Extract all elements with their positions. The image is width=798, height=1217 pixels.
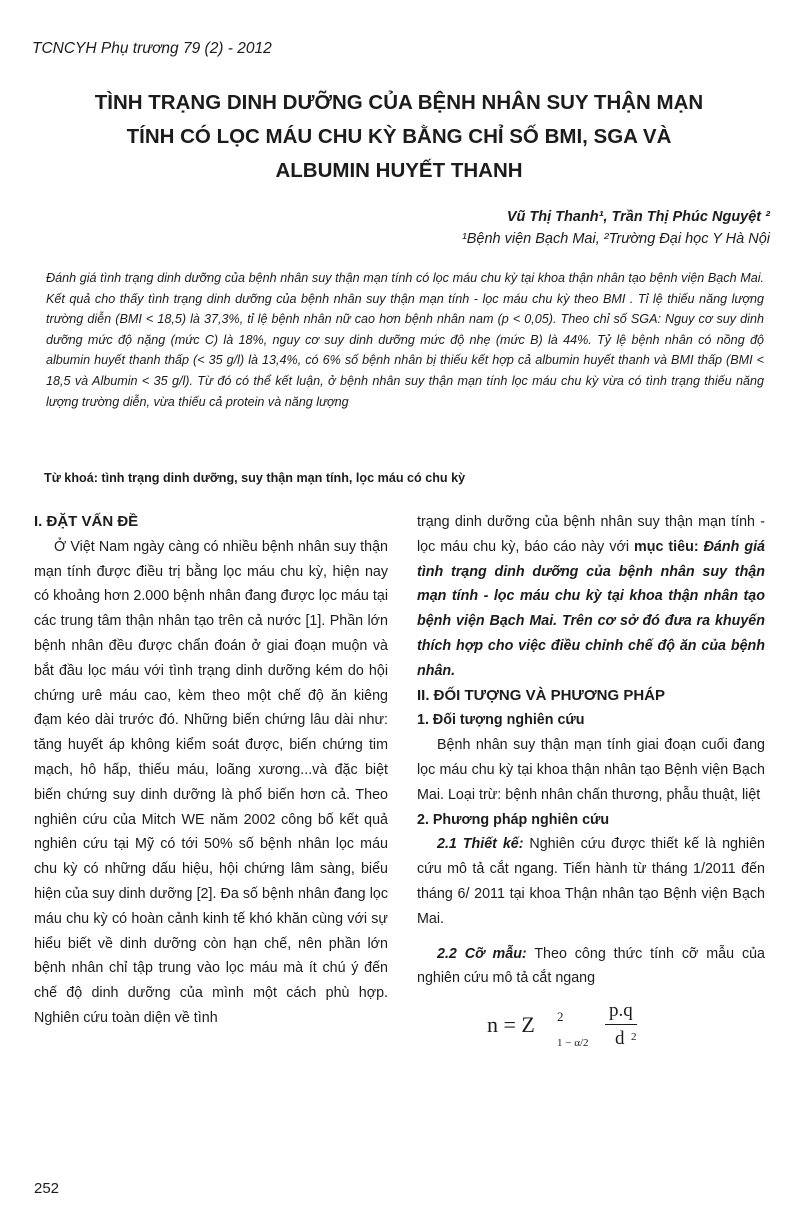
formula-denominator: d [615,1028,625,1050]
subjects-paragraph: Bệnh nhân suy thận mạn tính giai đoạn cuối đang lọc máu chu kỳ tại khoa thận nhân tạo Bệnh viện Bạch Mai. Loại trừ: bệnh nhân chấn thương, phẫu thuật, liệt [417,737,765,803]
sample-size-formula [487,999,765,1059]
sample-paragraph [417,942,765,992]
formula-z-superscript: 2 [557,1009,564,1025]
formula-lhs: n = Z [487,1012,535,1038]
sample-label: 2.2 Cỡ mẫu: [437,945,527,962]
design-text: Nghiên cứu được thiết kế là nghiên cứu mô tả cắt ngang. Tiến hành từ tháng 1/2011 đến tháng 6/ 2011 tại khoa Thận nhân tạo Bệnh viện Bạch Mai. [417,836,765,927]
subheading-methods: 2. Phương pháp nghiên cứu [417,811,610,828]
author-affiliations: ¹Bệnh viện Bạch Mai, ²Trường Đại học Y Hà Nội [461,231,770,247]
keywords: Từ khoá: tình trạng dinh dưỡng, suy thận mạn tính, lọc máu có chu kỳ [44,471,466,485]
design-label: 2.1 Thiết kế: [437,836,524,853]
author-names: Vũ Thị Thanh¹, Trần Thị Phúc Nguyệt ² [506,209,770,225]
journal-header: TCNCYH Phụ trương 79 (2) - 2012 [32,40,272,57]
section-heading-introduction: I. ĐẶT VẤN ĐỀ [34,513,139,530]
introduction-paragraph: Ở Việt Nam ngày càng có nhiều bệnh nhân suy thận mạn tính được điều trị bằng lọc máu chu kỳ, hiện nay có khoảng hơn 2.000 bệnh nhân đang được lọc máu tại các trung tâm thận nhân tạo trên cả nước [1]. Phần lớn bệnh nhân đều được chẩn đoán ở giai đoạn muộn và bắt đầu lọc máu với tình trạng dinh dưỡng kém do hội chứng urê máu cao, kèm theo một chế độ ăn kiêng đạm kéo dài trước đó. Những biến chứng lâu dài như: tăng huyết áp không kiểm soát được, biến chứng tim mạch, hô hấp, thiếu máu, loãng xương...và đặc biệt biến chứng suy dinh dưỡng là phổ biến hơn cả. Theo nghiên cứu của Mitch WE năm 2002 công bố kết quả nghiên cứu tại Mỹ có tới 50% số bệnh nhân lọc máu chu kỳ có những dấu hiệu, hội chứng lâm sàng, biểu hiện của suy dinh dưỡng [2]. Đa số bệnh nhân đang lọc máu chu kỳ có hoàn cảnh kinh tế khó khăn cùng với sự hiểu biết về dinh dưỡng còn hạn chế, nên phần lớn bệnh nhân chỉ tập trung vào lọc máu mà ít chú ý đến chế độ dinh dưỡng của mình một cách phù hợp. Nghiên cứu toàn diện về tình [34,538,388,1026]
title-line-1: TÌNH TRẠNG DINH DƯỠNG CỦA BỆNH NHÂN SUY THẬN MẠN [94,91,704,114]
objective-label: mục tiêu: [634,538,699,555]
author-block [462,206,770,250]
subheading-subjects: 1. Đối tượng nghiên cứu [417,712,585,729]
formula-numerator: p.q [605,999,637,1025]
article-title [40,86,758,188]
sample-text: Theo công thức tính cỡ mẫu của nghiên cứu mô tả cắt ngang [417,945,765,987]
introduction-continuation [417,510,765,684]
section-heading-methods: II. ĐỐI TƯỢNG VÀ PHƯƠNG PHÁP [417,686,665,704]
right-column [417,510,765,1059]
formula-denominator-superscript: 2 [631,1031,637,1044]
page-number: 252 [34,1180,60,1197]
formula-z-subscript: 1 − α/2 [557,1037,589,1050]
design-paragraph [417,832,765,931]
left-column [34,510,388,1031]
title-line-2: TÍNH CÓ LỌC MÁU CHU KỲ BẰNG CHỈ SỐ BMI, SGA VÀ [126,125,672,148]
title-line-3: ALBUMIN HUYẾT THANH [275,159,523,182]
continuation-text: trạng dinh dưỡng của bệnh nhân suy thận mạn tính - lọc máu chu kỳ, báo cáo này với [417,514,765,555]
abstract: Đánh giá tình trạng dinh dưỡng của bệnh nhân suy thận mạn tính có lọc máu chu kỳ tại khoa thận nhân tạo bệnh viện Bạch Mai. Kết quả cho thấy tình trạng dinh dưỡng của bệnh nhân suy thận mạn tính - lọc máu chu kỳ theo BMI . Tỉ lệ thiếu năng lượng trường diễn (BMI < 18,5) là 37,3%, tỉ lệ bệnh nhân nữ cao hơn bệnh nhân nam (p < 0,05). Theo chỉ số SGA: Nguy cơ suy dinh dưỡng mức độ nặng (mức C) là 18%, nguy cơ suy dinh dưỡng mức độ nhẹ (mức B) là 44%. Tỷ lệ bệnh nhân có nồng độ albumin huyết thanh thấp (< 35 g/l) là 13,4%, có 6% số bệnh nhân bị thiếu kết hợp cả albumin huyết thanh và BMI thấp (BMI < 18,5 và Albumin < 35 g/l). Từ đó có thể kết luận, ở bệnh nhân suy thận mạn tính lọc máu chu kỳ vừa có tình trạng thiếu năng lượng trường diễn, vừa thiếu cả protein và năng lượng [46,271,764,409]
objective-text: Đánh giá tình trạng dinh dưỡng của bệnh nhân suy thận mạn tính - lọc máu chu kỳ tại khoa thận nhân tạo bệnh viện Bạch Mai. Trên cơ sở đó đưa ra khuyến thích hợp cho việc điều chỉnh chế độ ăn của bệnh nhân. [417,538,765,679]
